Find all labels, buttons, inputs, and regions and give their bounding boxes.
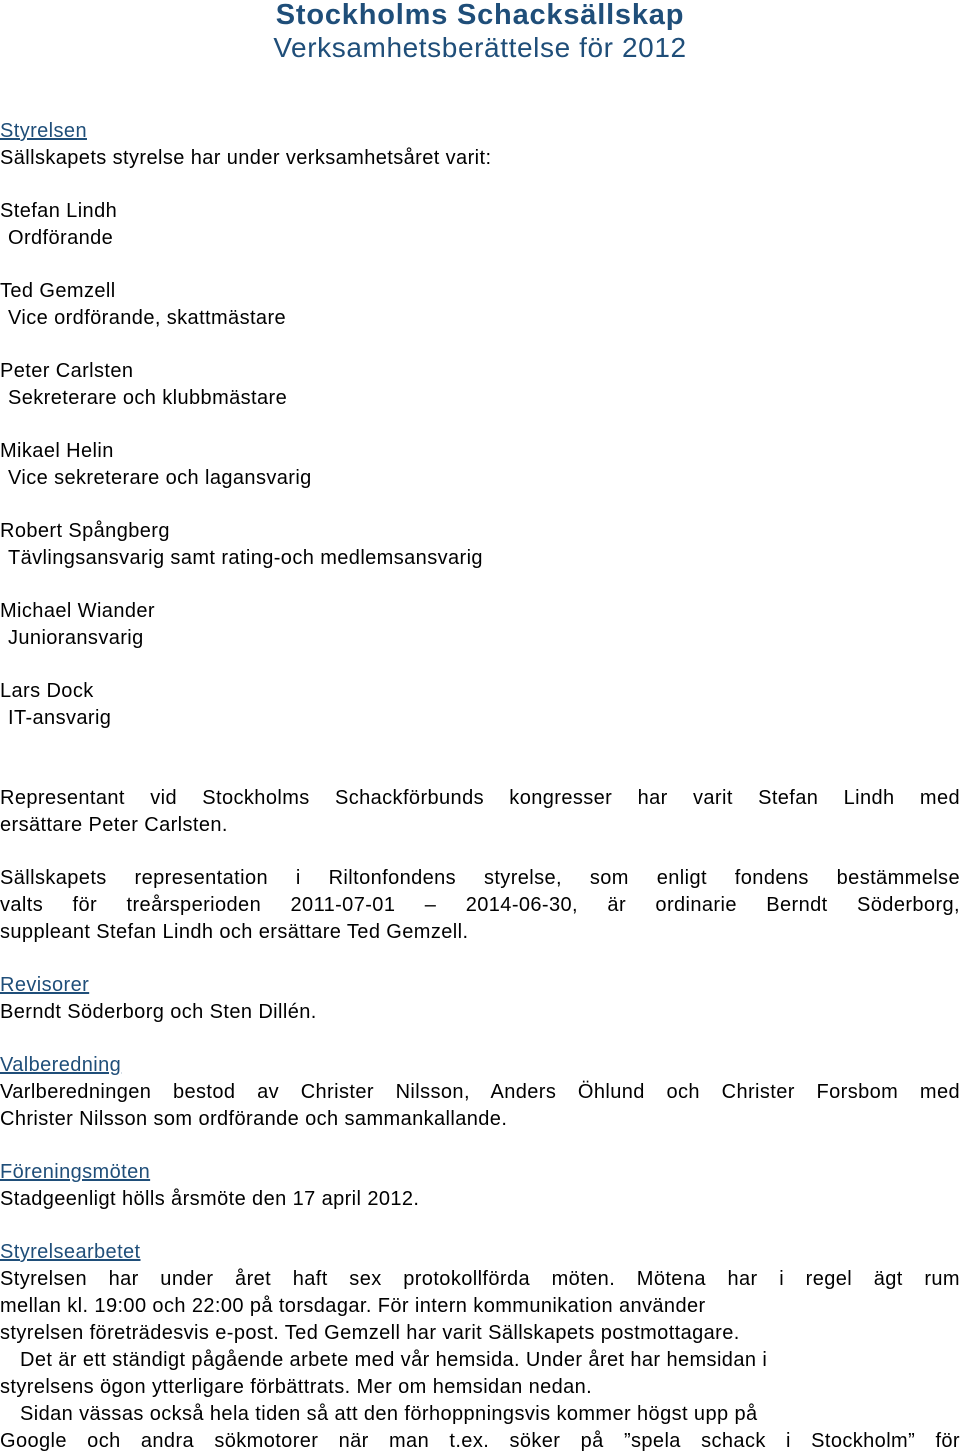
paragraph-line: suppleant Stefan Lindh och ersättare Ted Gemzell.: [0, 921, 469, 943]
paragraph-line: styrelsen företrädesvis e-post. Ted Gemzell har varit Sällskapets postmottagare.: [0, 1322, 740, 1344]
representant-paragraph: [0, 785, 960, 839]
paragraph-line: Sidan vässas också hela tiden så att den förhoppningsvis kommer högst upp på: [20, 1403, 758, 1425]
member-role: Ordförande: [8, 227, 114, 249]
paragraph-line: mellan kl. 19:00 och 22:00 på torsdagar. För intern kommunikation använder: [0, 1295, 706, 1317]
member-name: Peter Carlsten: [0, 360, 134, 382]
document-body: [0, 118, 960, 1455]
board-member: [0, 678, 960, 732]
section-heading-styrelsearbetet: Styrelsearbetet: [0, 1241, 141, 1263]
section-heading-valberedning: Valberedning: [0, 1054, 122, 1076]
foreningsmoten-text: Stadgeenligt hölls årsmöte den 17 april 2012.: [0, 1188, 420, 1210]
section-heading-styrelsen: Styrelsen: [0, 120, 87, 142]
paragraph-line: Det är ett ständigt pågående arbete med vår hemsida. Under året har hemsidan i: [20, 1349, 768, 1371]
member-role: Sekreterare och klubbmästare: [8, 387, 288, 409]
member-name: Mikael Helin: [0, 440, 114, 462]
member-name: Robert Spångberg: [0, 520, 170, 542]
styrelsearbetet-paragraph: [0, 1266, 960, 1455]
paragraph-line: styrelsens ögon ytterligare förbättrats. Mer om hemsidan nedan.: [0, 1376, 593, 1398]
member-name: Ted Gemzell: [0, 280, 116, 302]
paragraph-line: Google och andra sökmotorer när man t.ex. söker på ”spela schack i Stockholm” för: [0, 1430, 960, 1452]
styrelsen-intro: Sällskapets styrelse har under verksamhetsåret varit:: [0, 147, 492, 169]
document-header: [0, 0, 960, 65]
member-name: Stefan Lindh: [0, 200, 118, 222]
board-member: [0, 278, 960, 332]
document-subtitle: Verksamhetsberättelse för 2012: [273, 32, 687, 63]
member-role: Junioransvarig: [8, 627, 144, 649]
valberedning-paragraph: [0, 1079, 960, 1133]
member-name: Michael Wiander: [0, 600, 155, 622]
revisorer-text: Berndt Söderborg och Sten Dillén.: [0, 1001, 317, 1023]
board-member: [0, 598, 960, 652]
paragraph-line: ersättare Peter Carlsten.: [0, 814, 228, 836]
member-role: Tävlingsansvarig samt rating-och medlemsansvarig: [8, 547, 483, 569]
paragraph-line: Representant vid Stockholms Schackförbunds kongresser har varit Stefan Lindh med: [0, 787, 960, 809]
board-member: [0, 358, 960, 412]
section-heading-foreningsmoten: Föreningsmöten: [0, 1161, 151, 1183]
paragraph-line: Varlberedningen bestod av Christer Nilsson, Anders Öhlund och Christer Forsbom med: [0, 1081, 960, 1103]
document-title: Stockholms Schacksällskap: [275, 0, 685, 31]
board-member: [0, 438, 960, 492]
section-heading-revisorer: Revisorer: [0, 974, 90, 996]
paragraph-line: Sällskapets representation i Riltonfondens styrelse, som enligt fondens bestämmelse: [0, 867, 960, 889]
member-role: Vice sekreterare och lagansvarig: [8, 467, 312, 489]
board-member: [0, 198, 960, 252]
member-name: Lars Dock: [0, 680, 94, 702]
riltonfonden-paragraph: [0, 865, 960, 946]
member-role: Vice ordförande, skattmästare: [8, 307, 287, 329]
paragraph-line: Christer Nilsson som ordförande och sammankallande.: [0, 1108, 508, 1130]
paragraph-line: valts för treårsperioden 2011-07-01 – 2014-06-30, är ordinarie Berndt Söderborg,: [0, 894, 960, 916]
member-role: IT-ansvarig: [8, 707, 112, 729]
paragraph-line: Styrelsen har under året haft sex protokollförda möten. Mötena har i regel ägt rum: [0, 1268, 960, 1290]
board-member: [0, 518, 960, 572]
